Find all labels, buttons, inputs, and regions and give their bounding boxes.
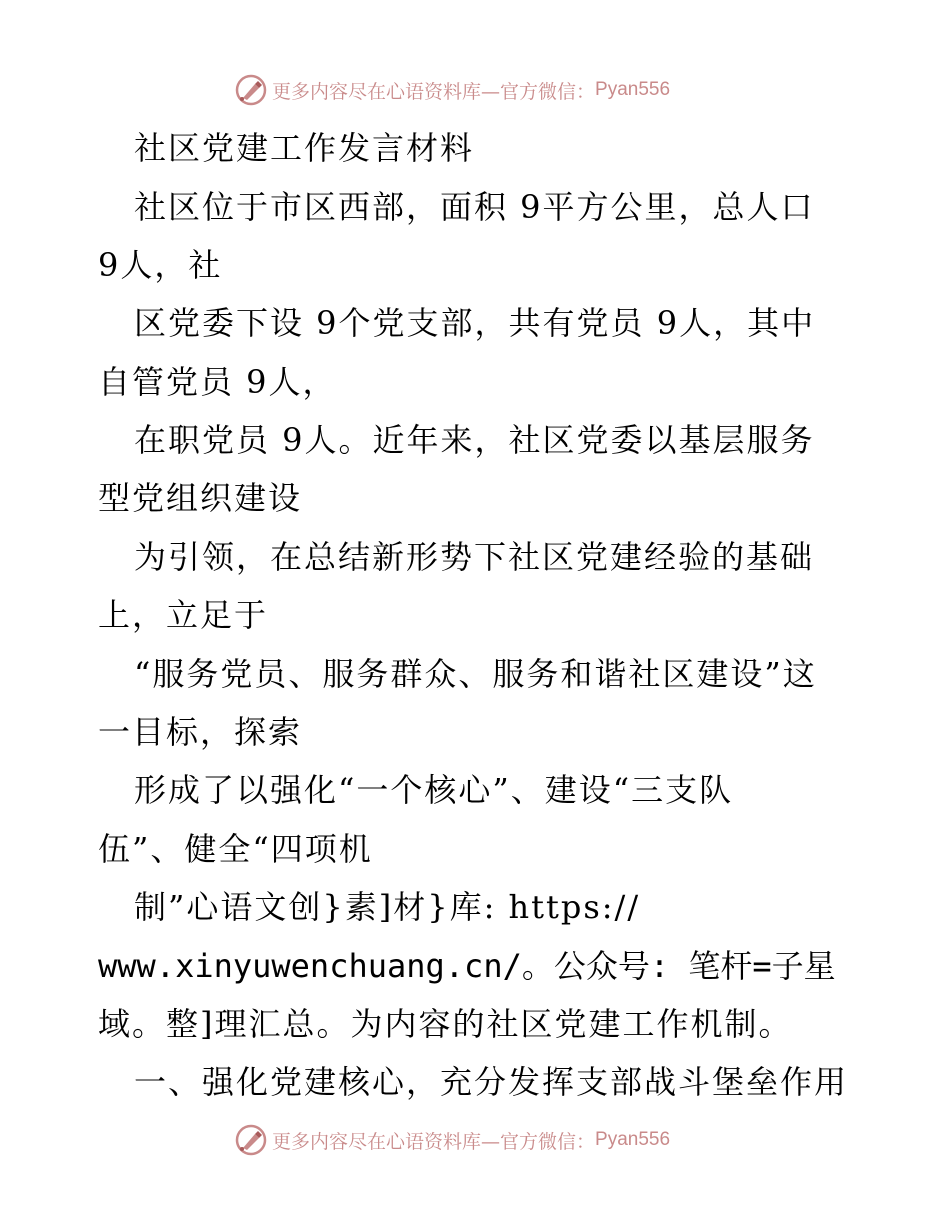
text-line: 9人，社 <box>98 246 223 284</box>
watermark-contact: Pyan556 <box>595 1129 671 1150</box>
text-line: 形成了以强化“一个核心”、建设“三支队 <box>134 771 734 809</box>
watermark-text: 更多内容尽在心语资料库—官方微信： <box>272 1130 596 1153</box>
pen-nib-logo-icon <box>234 1123 268 1157</box>
text-line: 型党组织建设 <box>98 479 303 517</box>
text-line: 社区位于市区西部，面积 9平方公里，总人口 <box>134 188 815 226</box>
text-line: “服务党员、服务群众、服务和谐社区建设”这 <box>134 655 817 693</box>
text-line: 上，立足于 <box>98 596 269 634</box>
text-line: 为引领，在总结新形势下社区党建经验的基础 <box>134 538 815 576</box>
document-title: 社区党建工作发言材料 <box>134 129 475 167</box>
footer-watermark <box>234 1122 670 1158</box>
text-line: 在职党员 9人。近年来，社区党委以基层服务 <box>134 421 815 459</box>
watermark-text: 更多内容尽在心语资料库—官方微信： <box>272 80 596 103</box>
text-line: 区党委下设 9个党支部，共有党员 9人，其中 <box>134 304 816 342</box>
text-line-url: www.xinyuwenchuang.cn/。公众号: 笔杆=子星 <box>98 947 836 985</box>
text-line: 制”心语文创}素]材}库: https:// <box>134 888 641 926</box>
section-heading: 一、强化党建核心，充分发挥支部战斗堡垒作用 <box>134 1063 849 1101</box>
text-line: 自管党员 9人， <box>98 363 337 401</box>
text-line: 一目标，探索 <box>98 713 303 751</box>
watermark-contact: Pyan556 <box>595 79 671 100</box>
text-line: 域。整]理汇总。为内容的社区党建工作机制。 <box>98 1005 793 1043</box>
text-line: 伍”、健全“四项机 <box>98 830 373 868</box>
